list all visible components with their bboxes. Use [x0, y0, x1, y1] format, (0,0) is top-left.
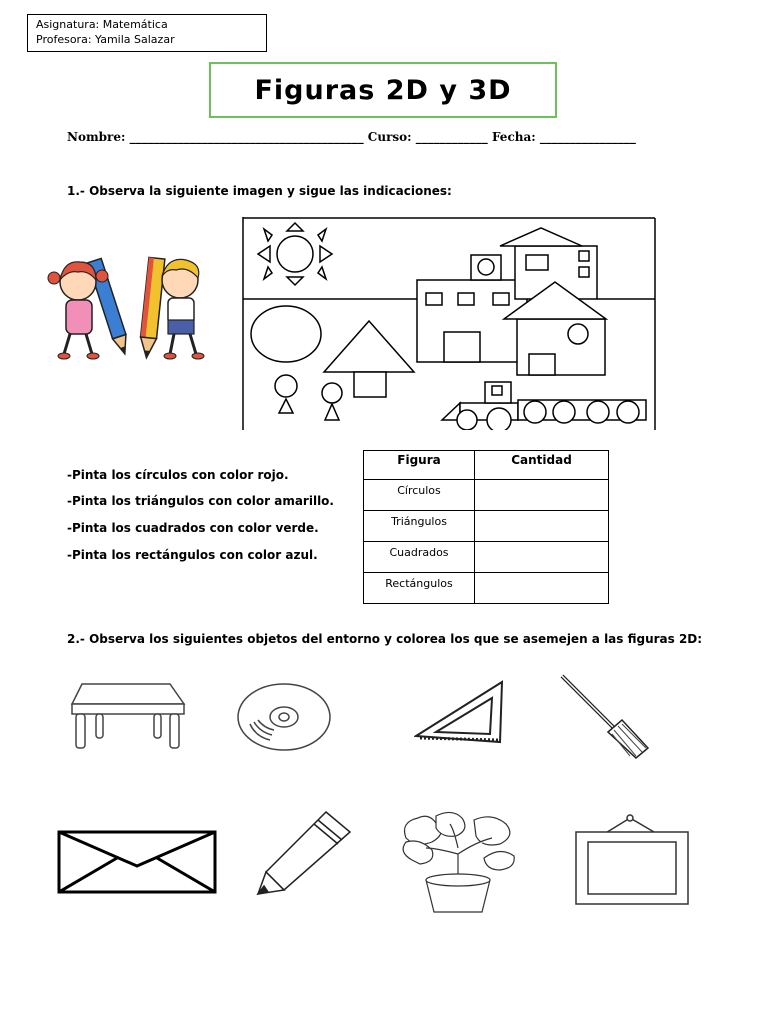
header-box	[27, 14, 267, 52]
kids-with-pencils-illustration	[40, 250, 212, 370]
section2-heading: 2.- Observa los siguientes objetos del entorno y colorea los que se asemejen a las figuras 2D:	[67, 632, 703, 646]
table-cell-figure: Círculos	[364, 480, 475, 511]
student-info-line: Nombre: _______________________________________ Curso: ____________ Fecha: ________________	[67, 130, 636, 144]
table-header-figura: Figura	[364, 451, 475, 480]
set-square-icon	[414, 680, 506, 746]
instruction-2: -Pinta los triángulos con color amarillo.	[67, 494, 334, 508]
table-row	[364, 573, 609, 604]
envelope-icon	[57, 830, 217, 894]
cd-icon	[236, 682, 332, 752]
instruction-4: -Pinta los rectángulos con color azul.	[67, 548, 318, 562]
potted-plant-icon	[396, 808, 520, 916]
table-cell-figure: Rectángulos	[364, 573, 475, 604]
table-row	[364, 511, 609, 542]
table-row	[364, 480, 609, 511]
section1-heading: 1.- Observa la siguiente imagen y sigue las indicaciones:	[67, 184, 452, 198]
table-cell-quantity[interactable]	[475, 480, 609, 511]
table-cell-quantity[interactable]	[475, 542, 609, 573]
table-icon	[70, 676, 190, 760]
instruction-1: -Pinta los círculos con color rojo.	[67, 468, 289, 482]
page-title: Figuras 2D y 3D	[209, 62, 557, 118]
teacher-line: Profesora: Yamila Salazar	[36, 33, 175, 46]
table-cell-quantity[interactable]	[475, 511, 609, 542]
table-cell-figure: Cuadrados	[364, 542, 475, 573]
table-cell-quantity[interactable]	[475, 573, 609, 604]
shape-count-table	[363, 450, 609, 604]
table-cell-figure: Triángulos	[364, 511, 475, 542]
pencil-icon	[254, 808, 354, 896]
subject-line: Asignatura: Matemática	[36, 18, 168, 31]
table-row	[364, 542, 609, 573]
table-header-row	[364, 451, 609, 480]
table-header-cantidad: Cantidad	[475, 451, 609, 480]
picture-frame-icon	[572, 812, 692, 908]
instruction-3: -Pinta los cuadrados con color verde.	[67, 521, 319, 535]
broom-icon	[556, 672, 652, 760]
shapes-scene-illustration	[242, 217, 657, 430]
